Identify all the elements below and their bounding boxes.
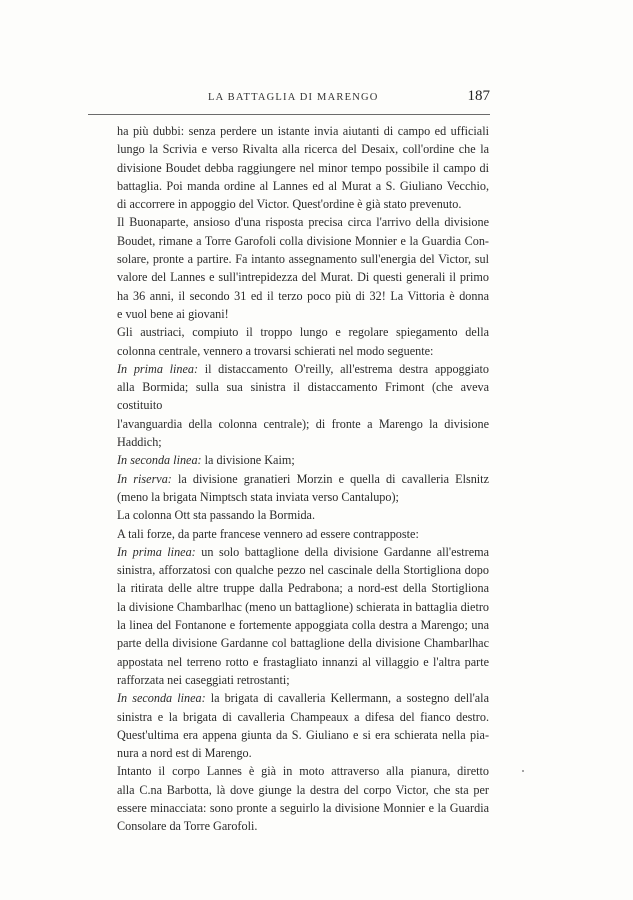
text-line — [117, 616, 489, 634]
line-text: la divisione granatieri Morzin e quella di cavalleria Elsnitz — [171, 471, 489, 486]
text-line — [117, 415, 489, 452]
line-text: la linea del Fontanone e fortemente appoggiata colla destra a Marengo; una — [117, 618, 489, 633]
line-text: Boudet, rimane a Torre Garofoli colla divisione Monnier e la Guardia Con- — [117, 233, 489, 248]
line-text: Il Buonaparte, ansioso d'una risposta precisa circa l'arrivo della divisione — [117, 215, 489, 230]
line-text: la ritirata delle altre truppe dalla Pedrabona; a nord-est della Stortigliona — [117, 581, 489, 596]
line-text: appostata nel terreno rotto e frastagliato innanzi al villaggio e l'altra parte — [117, 654, 489, 669]
line-text: lungo la Scrivia e verso Rivalta alla ricerca del Desaix, coll'ordine che la — [117, 142, 489, 157]
section-label: In seconda linea: — [117, 691, 206, 706]
text-line — [117, 543, 489, 561]
text-line — [117, 598, 489, 616]
text-line — [117, 323, 489, 341]
text-line — [117, 744, 489, 762]
line-text: colonna centrale, vennero a trovarsi schierati nel modo seguente: — [117, 343, 434, 358]
text-line — [117, 506, 489, 524]
section-label: In riserva: — [117, 471, 172, 486]
text-line — [117, 232, 489, 250]
text-line — [117, 708, 489, 726]
line-text: nura a nord est di Marengo. — [117, 746, 252, 761]
text-line — [117, 213, 489, 231]
line-text: valore del Lannes e sull'intrepidezza del Murat. Di questi generali il primo — [117, 270, 489, 285]
line-text: un solo battaglione della divisione Gardanne all'estrema — [195, 544, 489, 559]
line-text: A tali forze, da parte francese vennero ad essere contrapposte: — [117, 526, 419, 541]
line-text: ha 36 anni, il secondo 31 ed il terzo poco più di 32! La Vittoria è donna — [117, 288, 489, 303]
line-text: ha più dubbi: senza perdere un istante invia aiutanti di campo ed ufficiali — [117, 124, 489, 138]
text-line — [117, 799, 489, 817]
page-speck — [522, 770, 524, 772]
text-line — [117, 342, 489, 360]
line-text: Gli austriaci, compiuto il troppo lungo e regolare spiegamento della — [117, 325, 489, 340]
text-line — [117, 653, 489, 671]
text-line — [117, 634, 489, 652]
text-line — [117, 561, 489, 579]
line-text: Intanto il corpo Lannes è già in moto attraverso alla pianura, diretto — [117, 764, 489, 779]
text-line — [117, 159, 489, 177]
line-text: La colonna Ott sta passando la Bormida. — [117, 508, 315, 523]
text-line — [117, 781, 489, 799]
text-line — [117, 122, 489, 140]
text-line — [117, 671, 489, 689]
body-text — [117, 122, 489, 836]
line-text: l'avanguardia della colonna centrale); di fronte a Marengo la divisione Haddich; — [117, 416, 489, 450]
running-head — [88, 88, 490, 112]
line-text: Quest'ultima era appena giunta da S. Giuliano e si era schierata nella pia- — [117, 727, 489, 742]
text-line — [117, 525, 489, 543]
text-line — [117, 305, 489, 323]
line-text: parte della divisione Gardanne col battaglione della divisione Chambarlhac — [117, 636, 489, 651]
text-line — [117, 689, 489, 707]
text-line — [117, 177, 489, 195]
line-text: solare, pronte a partire. Fa intanto assegnamento sull'energia del Victor, sul — [117, 252, 489, 267]
text-line — [117, 140, 489, 158]
line-text: la divisione Kaim; — [201, 453, 295, 468]
text-line — [117, 488, 489, 506]
header-rule — [88, 114, 490, 115]
line-text: alla C.na Barbotta, là dove giunge la destra del corpo Victor, che sta per — [117, 782, 489, 797]
section-label: In seconda linea: — [117, 453, 202, 468]
text-line — [117, 579, 489, 597]
text-line — [117, 250, 489, 268]
line-text: di accorrere in appoggio del Victor. Quest'ordine è già stato prevenuto. — [117, 197, 462, 212]
text-line — [117, 378, 489, 415]
text-line — [117, 268, 489, 286]
line-text: battaglia. Poi manda ordine al Lannes ed al Murat a S. Giuliano Vecchio, — [117, 178, 489, 193]
line-text: la divisione Chambarlhac (meno un battaglione) schierata in battaglia dietro — [117, 599, 489, 614]
running-title: LA BATTAGLIA DI MARENGO — [208, 92, 379, 103]
section-label: In prima linea: — [117, 361, 199, 376]
line-text: essere minacciata: sono pronte a seguirlo la divisione Monnier e la Guardia — [117, 800, 489, 815]
text-line — [117, 817, 489, 835]
page-number: 187 — [467, 88, 490, 104]
line-text: la brigata di cavalleria Kellermann, a sostegno dell'ala — [205, 691, 489, 706]
text-line — [117, 470, 489, 488]
line-text: il distaccamento O'reilly, all'estrema destra appoggiato — [198, 361, 489, 376]
line-text: sinistra e la brigata di cavalleria Champeaux a difesa del fianco destro. — [117, 709, 489, 724]
line-text: sinistra, afforzatosi con qualche pezzo nel cascinale della Stortigliona dopo — [117, 563, 489, 578]
text-line — [117, 762, 489, 780]
text-line — [117, 195, 489, 213]
line-text: rafforzata nei caseggiati retrostanti; — [117, 672, 290, 687]
text-line — [117, 360, 489, 378]
text-line — [117, 287, 489, 305]
line-text: (meno la brigata Nimptsch stata inviata verso Cantalupo); — [117, 489, 399, 504]
line-text: alla Bormida; sulla sua sinistra il distaccamento Frimont (che aveva costituito — [117, 380, 489, 413]
text-line — [117, 451, 489, 469]
line-text: e vuol bene ai giovani! — [117, 306, 229, 321]
line-text: divisione Boudet debba raggiungere nel minor tempo possibile il campo di — [117, 160, 489, 175]
line-text: Consolare da Torre Garofoli. — [117, 819, 258, 834]
text-line — [117, 726, 489, 744]
section-label: In prima linea: — [117, 544, 196, 559]
